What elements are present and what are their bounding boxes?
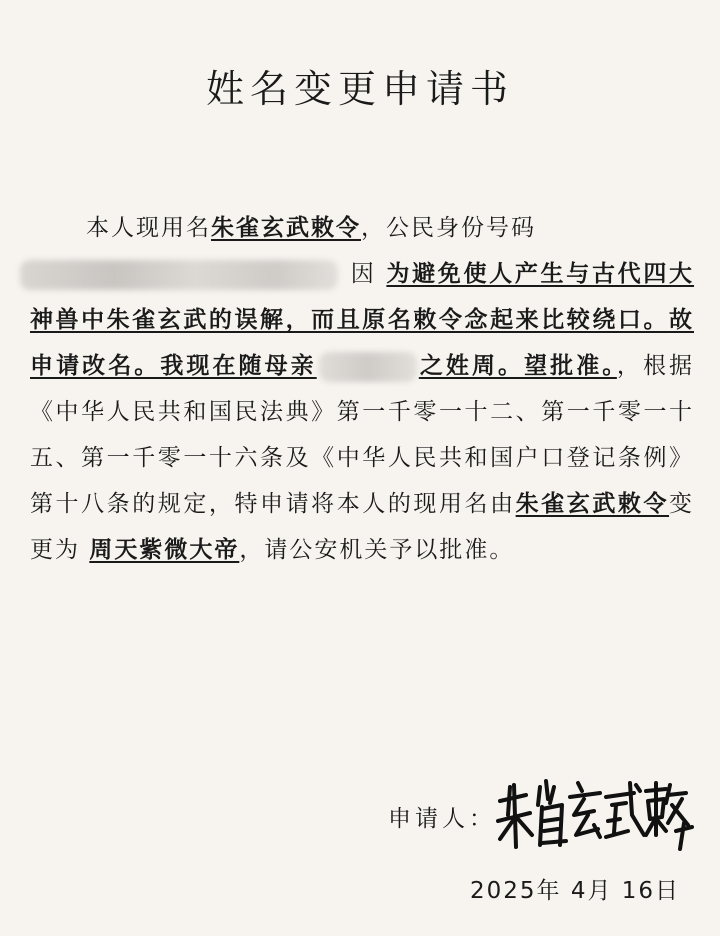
change-to-text: 变更为 bbox=[30, 491, 695, 563]
old-name-repeat: 朱雀玄武敕令 bbox=[515, 491, 670, 517]
date: 2025年 4月 16日 bbox=[470, 878, 681, 904]
closing-text: ，请公安机关予以批准。 bbox=[239, 537, 515, 563]
old-name: 朱雀玄武敕令 bbox=[211, 215, 361, 241]
document-title: 姓名变更申请书 bbox=[205, 67, 514, 111]
document-body bbox=[30, 205, 694, 573]
redacted-id-number bbox=[20, 260, 338, 290]
law-text: ，根据《中华人民共和国民法典》第一千零一十二、第一千零一十五、第一千零一十六条及《中华人民共和国户口登记条例》第十八条的规定，特申请将本人的现用名由 bbox=[30, 353, 695, 517]
new-name: 周天紫微大帝 bbox=[89, 537, 240, 563]
handwritten-signature bbox=[496, 775, 696, 855]
id-label: ，公民身份号码 bbox=[361, 215, 536, 241]
intro-text: 本人现用名 bbox=[86, 215, 211, 241]
redacted-mother-name bbox=[319, 352, 417, 382]
reason-tail-text: 之姓周。望批准。 bbox=[418, 353, 617, 379]
because-text: 因 bbox=[350, 261, 377, 287]
applicant-label: 申请人： bbox=[388, 806, 496, 832]
reason-text: 为避免使人产生与古代四大神兽中朱雀玄武的误解，而且原名敕令念起来比较绕口。故申请改名。我现在随母亲 bbox=[30, 261, 695, 379]
